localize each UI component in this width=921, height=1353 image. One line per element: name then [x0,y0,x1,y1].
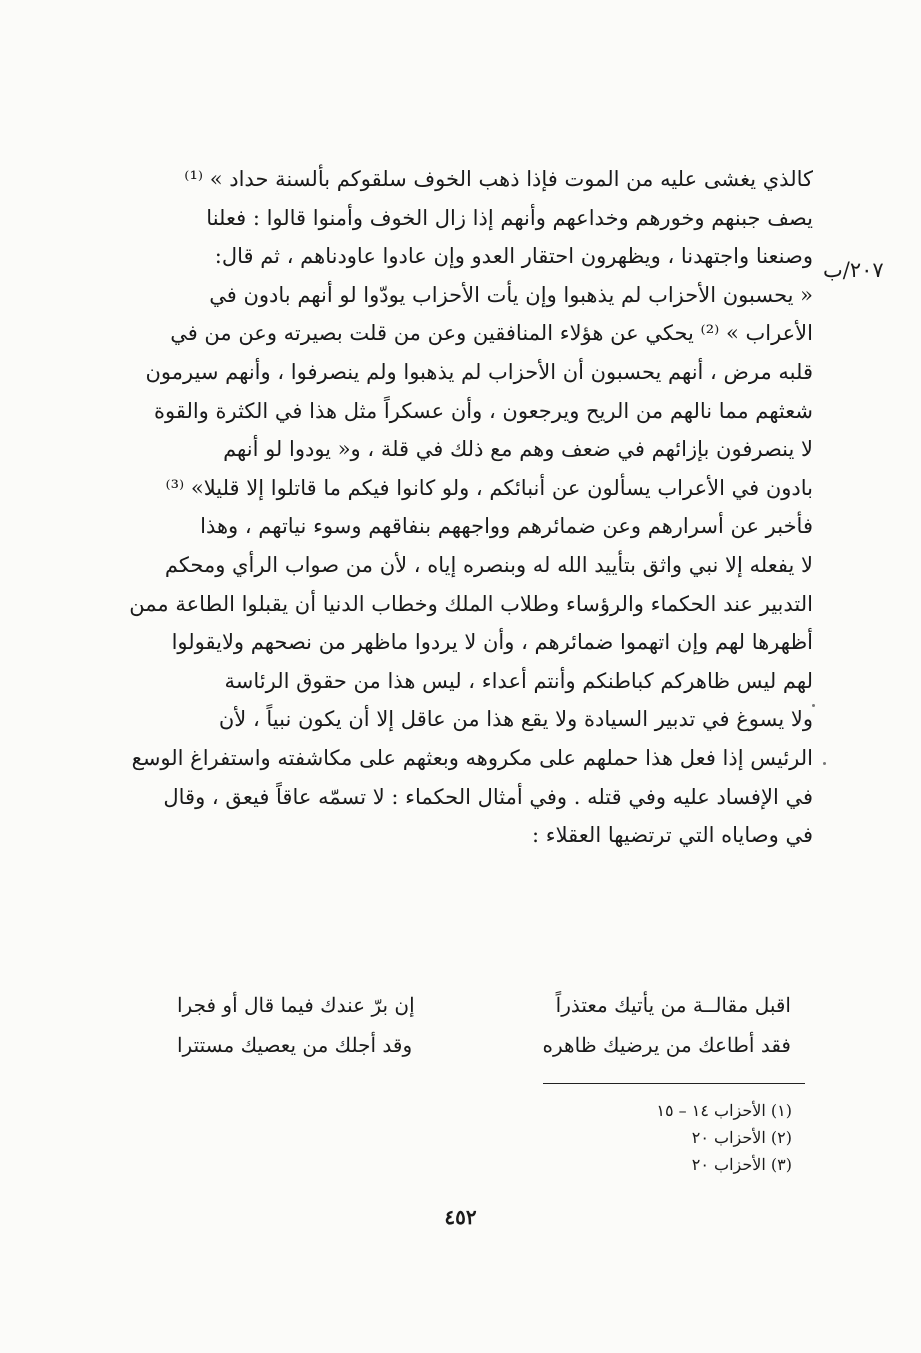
margin-reference: ٢٠٧/ب [823,258,884,282]
body-line: كالذي يغشى عليه من الموت فإذا ذهب الخوف سلقوكم بألسنة حداد » ⁽¹⁾ [184,167,813,191]
body-line: الأعراب » ⁽²⁾ يحكي عن هؤلاء المنافقين وعن من قلت بصيرته وعن من في [170,321,813,346]
footnotes [500,1097,792,1178]
verse-line [125,985,813,1025]
body-line: شعثهم مما نالهم من الريح ويرجعون ، وأن عسكراً مثل هذا في الكثرة والقوة [153,398,813,423]
body-line: قلبه مرض ، أنهم يحسبون أن الأحزاب لم يذهبوا ولم ينصرفوا ، وأنهم سيرمون [145,359,813,384]
poem-verses [125,985,813,1065]
body-line: لهم ليس ظاهركم كباطنكم وأنتم أعداء ، ليس هذا من حقوق الرئاسة [224,668,813,693]
verse-second-hemistich: وقد أجلك من يعصيك مستترا [177,1033,413,1057]
body-line: لا يفعله إلا نبي واثق بتأييد الله له وبنصره إياه ، لأن من صواب الرأي ومحكم [164,552,813,577]
footnote-divider [543,1083,805,1084]
body-line: التدبير عند الحكماء والرؤساء وطلاب الملك وخطاب الدنيا أن يقبلوا الطاعة ممن [129,591,813,616]
body-line: بادون في الأعراب يسألون عن أنبائكم ، ولو كانوا فيكم ما قاتلوا إلا قليلا» ⁽³⁾ [165,475,813,500]
page-number: ٤٥٢ [444,1205,477,1229]
body-line: يصف جبنهم وخورهم وخداعهم وأنهم إذا زال الخوف وأمنوا قالوا : فعلنا [206,205,813,230]
verse-second-hemistich: إن برّ عندك فيما قال أو فجرا [177,993,415,1017]
body-line: فأخبر عن أسرارهم وعن ضمائرهم وواجههم بنفاقهم وسوء نياتهم ، وهذا [200,514,813,539]
scan-speck [812,704,815,707]
footnote: (٢) الأحزاب ٢٠ [691,1128,792,1147]
verse-line [125,1025,813,1065]
body-line: « يحسبون الأحزاب لم يذهبوا وإن يأت الأحزاب يودّوا لو أنهم بادون في [209,282,813,307]
body-line: في الإفساد عليه وفي قتله . وفي أمثال الحكماء : لا تسمّه عاقاً فيعق ، وقال [163,784,813,809]
footnote: (١) الأحزاب ١٤ – ١٥ [656,1101,792,1120]
body-line: وصنعنا واجتهدنا ، ويظهرون احتقار العدو وإن عادوا عاودناهم ، ثم قال: [214,244,813,269]
body-text [125,160,813,855]
verse-first-hemistich: فقد أطاعك من يرضيك ظاهره [542,1033,791,1057]
body-line: أظهرها لهم وإن اتهموا ضمائرهم ، وأن لا يردوا ماظهر من نصحهم ولايقولوا [171,630,813,655]
body-line: في وصاياه التي ترتضيها العقلاء : [532,823,813,848]
footnote: (٣) الأحزاب ٢٠ [691,1155,792,1174]
body-line: لا ينصرفون بإزائهم في ضعف وهم مع ذلك في قلة ، و« يودوا لو أنهم [223,437,813,462]
body-line: ولا يسوغ في تدبير السيادة ولا يقع هذا من عاقل إلا أن يكون نبياً ، لأن [218,707,813,732]
verse-first-hemistich: اقبل مقالــة من يأتيك معتذراً [555,993,791,1017]
scan-speck [823,762,826,765]
body-line: الرئيس إذا فعل هذا حملهم على مكروهه وبعثهم على مكاشفته واستفراغ الوسع [131,745,813,770]
